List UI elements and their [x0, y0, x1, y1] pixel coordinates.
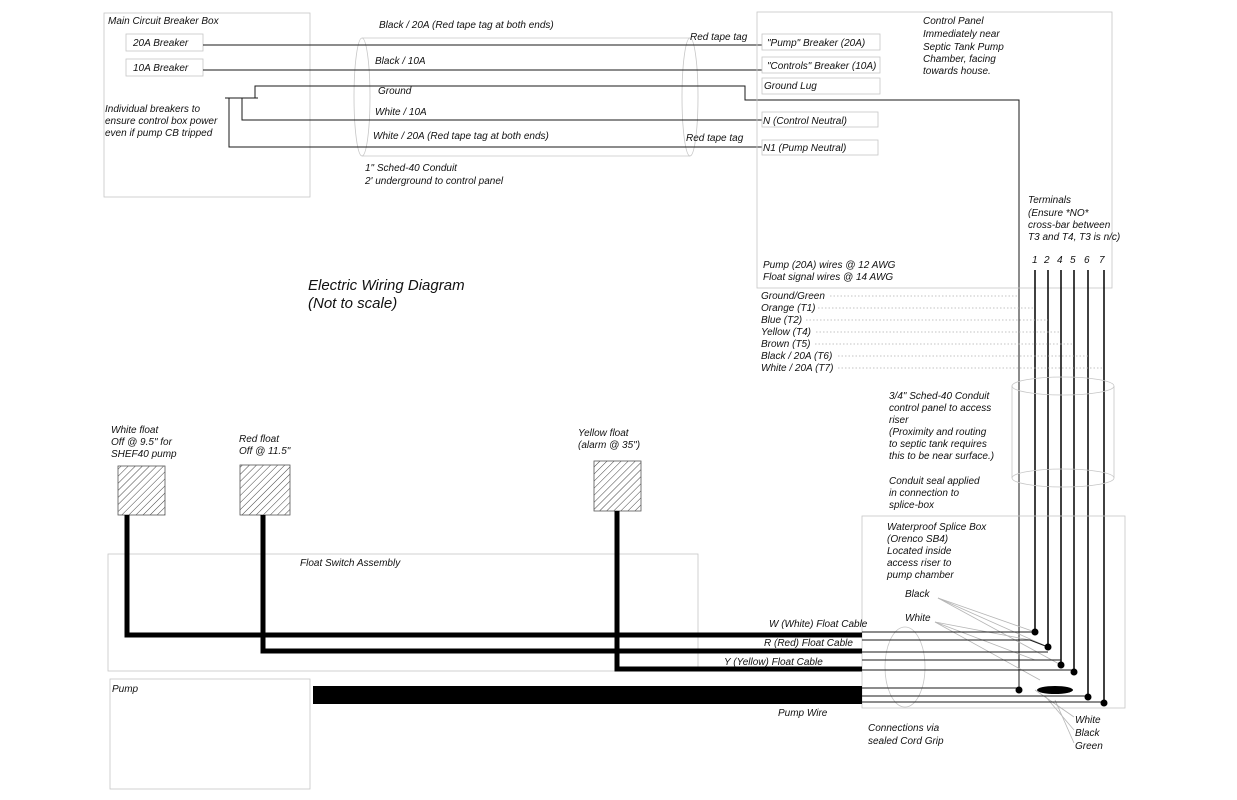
control-panel-title-line3: Septic Tank Pump — [923, 42, 1004, 53]
conduit-main-line1: 1" Sched-40 Conduit — [365, 163, 457, 174]
splice-dot-t4 — [1058, 662, 1065, 669]
conduit-main-line2: 2' underground to control panel — [365, 176, 504, 187]
red-tape-tag-bottom: Red tape tag — [686, 133, 744, 144]
wire-gauge-line1: Pump (20A) wires @ 12 AWG — [763, 260, 896, 271]
splice-label-black: Black — [905, 589, 930, 600]
splice-box-title-line4: access riser to — [887, 558, 952, 569]
pump-color-black: Black — [1075, 728, 1100, 739]
riser-conduit-line6: this to be near surface.) — [889, 451, 995, 462]
pump-breaker-label: "Pump" Breaker (20A) — [767, 38, 866, 49]
cord-grip-line1: Connections via — [868, 723, 940, 734]
breaker-20a-label: 20A Breaker — [133, 38, 189, 49]
splice-dot-t5 — [1071, 669, 1078, 676]
red-tape-tag-top: Red tape tag — [690, 32, 748, 43]
red-float-line2: Off @ 11.5" — [239, 446, 291, 457]
terminal-number-2: 2 — [1044, 255, 1050, 266]
splice-box-title-line3: Located inside — [887, 546, 952, 557]
splice-dot-t2 — [1045, 644, 1052, 651]
red-float-cable-label: R (Red) Float Cable — [764, 638, 853, 649]
pump-wire-label: Pump Wire — [778, 708, 828, 719]
white-float-cable-label: W (White) Float Cable — [769, 619, 868, 630]
float-assembly-label: Float Switch Assembly — [300, 558, 401, 569]
control-panel-title-line5: towards house. — [923, 66, 991, 77]
legend-black-20a-t6: Black / 20A (T6) — [761, 351, 833, 362]
breaker-box-title: Main Circuit Breaker Box — [108, 16, 219, 27]
yellow-float-icon — [594, 461, 641, 511]
breaker-note-line3: even if pump CB tripped — [105, 128, 213, 139]
white-float-cable — [127, 515, 862, 635]
breaker-note-line1: Individual breakers to — [105, 104, 201, 115]
terminals-title-line3: cross-bar between — [1028, 220, 1111, 231]
cord-grip — [885, 627, 925, 707]
terminal-number-1: 1 — [1032, 255, 1038, 266]
splice-box-title-line5: pump chamber — [887, 570, 954, 581]
legend-yellow-t4: Yellow (T4) — [761, 327, 812, 338]
splice-dot-t1 — [1032, 629, 1039, 636]
terminal-number-4: 4 — [1057, 255, 1063, 266]
control-neutral-label: N (Control Neutral) — [763, 116, 847, 127]
riser-conduit-line4: (Proximity and routing — [889, 427, 987, 438]
riser-conduit-line5: to septic tank requires — [889, 439, 987, 450]
legend-ground-green: Ground/Green — [761, 291, 825, 302]
pump-color-green: Green — [1075, 741, 1103, 752]
conduit-seal-line1: Conduit seal applied — [889, 476, 980, 487]
red-float-icon — [240, 465, 290, 515]
wire-white-20a-label: White / 20A (Red tape tag at both ends) — [373, 131, 549, 142]
terminal-number-6: 6 — [1084, 255, 1090, 266]
wire-ground-label: Ground — [378, 86, 412, 97]
splice-label-white: White — [905, 613, 931, 624]
terminal-number-5: 5 — [1070, 255, 1076, 266]
breaker-note-line2: ensure control box power — [105, 116, 218, 127]
splice-box-title-line1: Waterproof Splice Box — [887, 522, 987, 533]
yellow-float-line2: (alarm @ 35") — [578, 440, 641, 451]
pump-color-white: White — [1075, 715, 1101, 726]
diagram-title-line1: Electric Wiring Diagram — [308, 277, 465, 294]
legend-orange-t1: Orange (T1) — [761, 303, 816, 314]
ground-lug-label: Ground Lug — [764, 81, 817, 92]
red-float-line1: Red float — [239, 434, 280, 445]
terminals-title-line1: Terminals — [1028, 195, 1071, 206]
splice-common-connector — [1037, 686, 1073, 694]
control-panel-title-line2: Immediately near — [923, 29, 1000, 40]
wire-gauge-line2: Float signal wires @ 14 AWG — [763, 272, 894, 283]
splice-dot-t7 — [1101, 700, 1108, 707]
diagram-title-line2: (Not to scale) — [308, 295, 398, 312]
cord-grip-line2: sealed Cord Grip — [868, 736, 944, 747]
yellow-float-line1: Yellow float — [578, 428, 629, 439]
wire-black-20a-label: Black / 20A (Red tape tag at both ends) — [379, 20, 554, 31]
wire-black-10a-label: Black / 10A — [375, 56, 426, 67]
splice-dot-ground — [1016, 687, 1023, 694]
riser-conduit-line1: 3/4" Sched-40 Conduit — [889, 391, 990, 402]
riser-conduit-line2: control panel to access — [889, 403, 992, 414]
controls-breaker-label: "Controls" Breaker (10A) — [767, 61, 877, 72]
splice-dot-t6 — [1085, 694, 1092, 701]
conduit-seal-line3: splice-box — [889, 500, 935, 511]
wire-white-10a-label: White / 10A — [375, 107, 427, 118]
terminal-number-7: 7 — [1099, 255, 1105, 266]
riser-conduit — [1012, 377, 1114, 487]
breaker-10a-label: 10A Breaker — [133, 63, 189, 74]
legend-brown-t5: Brown (T5) — [761, 339, 811, 350]
conduit-seal-line2: in connection to — [889, 488, 960, 499]
red-float-cable — [263, 515, 862, 651]
pump-neutral-label: N1 (Pump Neutral) — [763, 143, 847, 154]
legend-blue-t2: Blue (T2) — [761, 315, 803, 326]
pump-outline — [110, 679, 310, 789]
white-float-icon — [118, 466, 165, 515]
control-panel-title-line4: Chamber, facing — [923, 54, 996, 65]
wire-white-10a — [242, 98, 762, 120]
splice-box-title-line2: (Orenco SB4) — [887, 534, 949, 545]
riser-conduit-line3: riser — [889, 415, 909, 426]
control-panel-title-line1: Control Panel — [923, 16, 984, 27]
white-float-line3: SHEF40 pump — [111, 449, 177, 460]
terminals-title-line4: T3 and T4, T3 is n/c) — [1028, 232, 1121, 243]
pump-label: Pump — [112, 684, 139, 695]
legend-white-20a-t7: White / 20A (T7) — [761, 363, 834, 374]
white-float-line2: Off @ 9.5" for — [111, 437, 172, 448]
terminals-title-line2: (Ensure *NO* — [1028, 208, 1089, 219]
white-float-line1: White float — [111, 425, 159, 436]
yellow-float-cable-label: Y (Yellow) Float Cable — [724, 657, 823, 668]
